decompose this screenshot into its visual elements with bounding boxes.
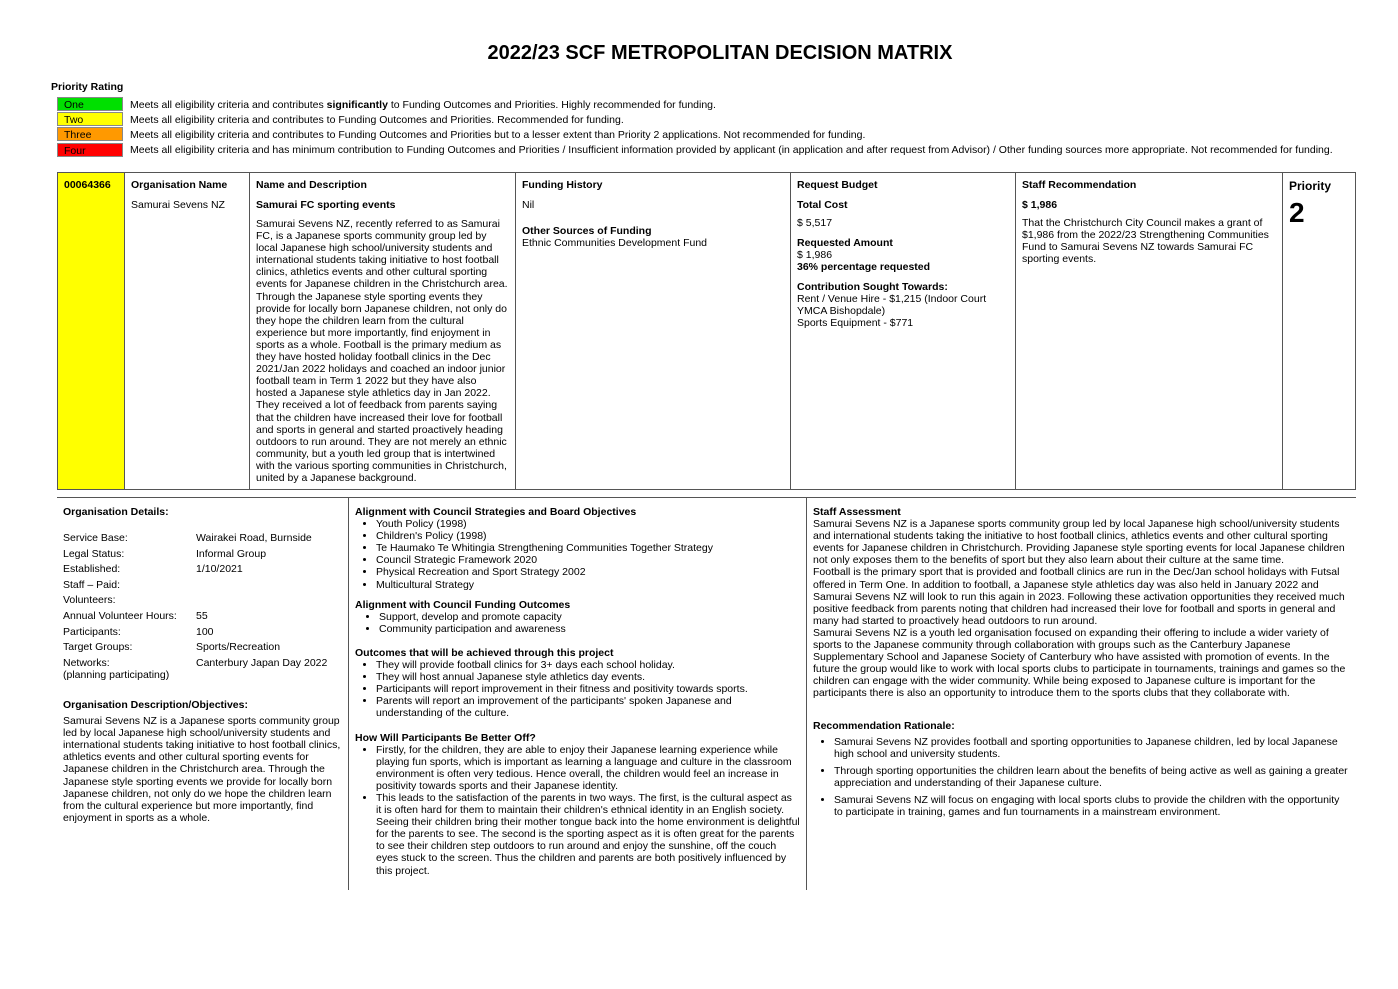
other-sources-header: Other Sources of Funding bbox=[522, 225, 652, 237]
legend-swatch-four: Four bbox=[57, 143, 123, 157]
name-description-header: Name and Description bbox=[256, 179, 367, 191]
total-cost-label: Total Cost bbox=[797, 199, 848, 211]
list-item: • Te Haumako Te Whitingia Strengthening Communities Together Strategy bbox=[376, 542, 800, 554]
detail-row: Staff – Paid: bbox=[63, 578, 121, 591]
detail-row: Annual Volunteer Hours: 55 bbox=[63, 610, 208, 623]
organisation-name: Samurai Sevens NZ bbox=[131, 199, 225, 211]
organisation-details-heading: Organisation Details: bbox=[63, 506, 169, 518]
requested-amount-value: $ 1,986 bbox=[797, 249, 833, 261]
assessment-paragraph: Samurai Sevens NZ is a Japanese sports community group led by local Japanese high school/university students and international students taking the initiative to host football clinics, athletics events and other cultural sporting events for Japanese children in Christchurch. Providing Japanese style sporting events for local Japanese children not only exposes them to the benefits of sport but they also learn about their culture at the same time. bbox=[813, 518, 1345, 567]
list-item: • This leads to the satisfaction of the parents in two ways. The first, is the cultural aspect as it is often hard for them to maintain their children's ethnical identity in an English society. Seeing their children bring their mother tongue back into the home environment is delightful for the parents to see. The second is the sporting aspect as it is often great for the parents to see their children step outdoors to run around and enjoy the sunshine, off the couch eyes stuck to the screen. Thus the children and parents are both positively influenced by this project. bbox=[376, 792, 800, 877]
list-item: • Physical Recreation and Sport Strategy 2002 bbox=[376, 566, 800, 578]
list-item: • Community participation and awareness bbox=[379, 623, 800, 635]
project-description: Samurai Sevens NZ, recently referred to as Samurai FC, is a Japanese sports community group led by local Japanese high school/university students and international students taking initiative to host football clinics, athletics events and other cultural sporting events for Japanese children in the Christchurch area. Through the Japanese style sporting events they provide for locally born Japanese children, not only do they hope the children learn from the cultural experience but more importantly, find enjoyment in sports as a whole. Football is the primary medium as they have hosted holiday football clinics in the Dec 2021/Jan 2022 holidays and coached an indoor junior football team in Term 1 2022 but they have also hosted a Japanese style athletics day in Jan 2022. They received a lot of feedback from parents saying that the children have increased their love for football and sports in general and started proactively heading outdoors to run around. They are not merely an ethnic community, but a youth led group that is intertwined with the various sporting communities in Christchurch, united by a Japanese background. bbox=[256, 218, 508, 484]
organisation-description-heading: Organisation Description/Objectives: bbox=[63, 698, 248, 711]
assessment-paragraph: Football is the primary sport that is provided and football clinics are run in the Dec/Jan school holidays with Futsal offered in Term One. In addition to football, a Japanese style athletics day was also held in January 2022 and Samurai Sevens NZ will look to run this again in 2023. Following these activation opportunities they received much positive feedback from parents noting that children had increased their love for football and sports in general and many had started to proactively head outdoors to run around. bbox=[813, 566, 1345, 627]
funding-history-cell bbox=[516, 173, 791, 489]
legend-text-one: Meets all eligibility criteria and contributes significantly to Funding Outcomes and Priorities. Highly recommended for funding. bbox=[130, 98, 716, 111]
assessment-paragraph: Samurai Sevens NZ is a youth led organisation focused on expanding their offering to include a wider variety of sports to the Japanese community through collaboration with groups such as the Canterbury Japanese Supplementary School and Japanese Society of Canterbury who have assisted with promotion of events. In the future the group would like to work with local sports clubs to participate in tournaments, trainings and games so the children can engage with the wider community. While being exposed to Japanese culture is important for the participants there is also an opportunity to introduce them to the sports clubs that they collaborate with. bbox=[813, 626, 1346, 700]
lower-section bbox=[57, 497, 1356, 890]
achieved-outcomes-heading: Outcomes that will be achieved through this project bbox=[355, 646, 614, 659]
list-item: • Samurai Sevens NZ provides football and sporting opportunities to Japanese children, led by local Japanese high school and university students. bbox=[834, 736, 1350, 760]
strategies-list bbox=[355, 518, 800, 591]
legend-swatch-three: Three bbox=[57, 127, 123, 141]
detail-row: Service Base: Wairakei Road, Burnside bbox=[63, 532, 312, 545]
staff-assessment-column bbox=[807, 498, 1356, 890]
request-budget-header: Request Budget bbox=[797, 179, 878, 191]
application-id-cell bbox=[58, 173, 125, 489]
funding-outcomes-list bbox=[355, 611, 800, 635]
name-description-cell bbox=[250, 173, 516, 489]
legend-text-three: Meets all eligibility criteria and contributes to Funding Outcomes and Priorities but to a lesser extent than Priority 2 applications. Not recommended for funding. bbox=[130, 128, 866, 141]
recommendation-rationale-list bbox=[813, 736, 1350, 819]
list-item: • Firstly, for the children, they are able to enjoy their Japanese learning experience while playing fun sports, which is important as learning a language and culture in the classroom environment is often very tedious. Hence overall, the children would feel an increase in positivity towards sports and their Japanese identity. bbox=[376, 744, 800, 792]
list-item: • Children's Policy (1998) bbox=[376, 530, 800, 542]
organisation-name-cell bbox=[125, 173, 250, 489]
legend-swatch-two: Two bbox=[57, 112, 123, 126]
priority-legend bbox=[57, 97, 1333, 158]
funding-history-header: Funding History bbox=[522, 179, 603, 191]
priority-rating-heading: Priority Rating bbox=[51, 81, 124, 93]
detail-row: Volunteers: bbox=[63, 594, 116, 607]
staff-recommendation-cell bbox=[1016, 173, 1283, 489]
legend-row-two bbox=[57, 112, 1333, 127]
priority-value: 2 bbox=[1289, 197, 1305, 228]
legend-row-four bbox=[57, 143, 1333, 158]
list-item: • Samurai Sevens NZ will focus on engaging with local sports clubs to provide the children with the opportunity to participate in training, games and fun tournaments in a mainstream environment. bbox=[834, 794, 1350, 818]
application-id: 00064366 bbox=[64, 179, 111, 191]
contribution-item-equipment: Sports Equipment - $771 bbox=[797, 317, 914, 330]
list-item: • Parents will report an improvement of the participants' spoken Japanese and understanding of the culture. bbox=[376, 695, 800, 719]
staff-recommendation-amount: $ 1,986 bbox=[1022, 199, 1058, 211]
organisation-description: Samurai Sevens NZ is a Japanese sports community group led by local Japanese high school/university students and international students taking initiative to host football clinics, athletics events and other cultural sporting events for Japanese children in the Christchurch area. Through the Japanese style sporting events we provide for locally born Japanese children, not only do we hope the children learn from the cultural experience but more importantly, find enjoyment in sports as a whole. bbox=[63, 715, 341, 824]
funding-history-value: Nil bbox=[522, 199, 535, 211]
list-item: • Council Strategic Framework 2020 bbox=[376, 554, 800, 566]
project-name: Samurai FC sporting events bbox=[256, 199, 396, 211]
total-cost-value: $ 5,517 bbox=[797, 217, 833, 229]
list-item: • Through sporting opportunities the children learn about the benefits of being active as well as gaining a greater appreciation and understanding of their Japanese culture. bbox=[834, 765, 1350, 789]
funding-outcomes-heading: Alignment with Council Funding Outcomes bbox=[355, 598, 571, 611]
detail-row: Legal Status: Informal Group bbox=[63, 547, 267, 560]
strategies-heading: Alignment with Council Strategies and Board Objectives bbox=[355, 506, 637, 518]
legend-row-three bbox=[57, 127, 1333, 142]
list-item: • Multicultural Strategy bbox=[376, 579, 800, 591]
staff-assessment-heading: Staff Assessment bbox=[813, 506, 901, 518]
staff-recommendation-text: That the Christchurch City Council makes a grant of $1,986 from the 2022/23 Strengthening Communities Fund to Samurai Sevens NZ towards Samurai FC sporting events. bbox=[1022, 217, 1269, 266]
detail-row: Target Groups: Sports/Recreation bbox=[63, 641, 281, 654]
list-item: • Participants will report improvement in their fitness and positivity towards sports. bbox=[376, 683, 800, 695]
achieved-outcomes-list bbox=[355, 659, 800, 719]
list-item: • They will host annual Japanese style athletics day events. bbox=[376, 671, 800, 683]
organisation-name-header: Organisation Name bbox=[131, 179, 228, 191]
legend-swatch-one: One bbox=[57, 97, 123, 111]
legend-text-two: Meets all eligibility criteria and contributes to Funding Outcomes and Priorities. Recommended for funding. bbox=[130, 113, 624, 126]
alignment-column bbox=[349, 498, 807, 890]
detail-row: Participants: 100 bbox=[63, 625, 214, 638]
other-sources-value: Ethnic Communities Development Fund bbox=[522, 237, 708, 249]
detail-row: Networks: Canterbury Japan Day 2022 bbox=[63, 656, 328, 669]
staff-recommendation-header: Staff Recommendation bbox=[1022, 179, 1137, 191]
legend-row-one bbox=[57, 97, 1333, 112]
networks-note: (planning participating) bbox=[63, 668, 170, 681]
contribution-item-venue: Rent / Venue Hire - $1,215 (Indoor Court YMCA Bishopdale) bbox=[797, 293, 987, 318]
document-title: 2022/23 SCF METROPOLITAN DECISION MATRIX bbox=[487, 42, 953, 64]
percentage-requested: 36% percentage requested bbox=[797, 261, 931, 273]
organisation-details-column bbox=[57, 498, 349, 890]
request-budget-cell bbox=[791, 173, 1016, 489]
detail-row: Established: 1/10/2021 bbox=[63, 563, 243, 576]
participants-better-off-heading: How Will Participants Be Better Off? bbox=[355, 731, 536, 744]
legend-text-four: Meets all eligibility criteria and has minimum contribution to Funding Outcomes and Priorities / Insufficient information provided by applicant (in application and after request from Advisor) / Other funding sources more appropriate. Not recommended for funding. bbox=[130, 144, 1333, 157]
requested-amount-label: Requested Amount bbox=[797, 237, 893, 249]
participants-better-off-list bbox=[355, 744, 800, 877]
list-item: • Support, develop and promote capacity bbox=[379, 611, 800, 623]
decision-matrix-table bbox=[57, 172, 1356, 490]
recommendation-rationale-heading: Recommendation Rationale: bbox=[813, 719, 955, 732]
contribution-label: Contribution Sought Towards: bbox=[797, 281, 948, 293]
list-item: • Youth Policy (1998) bbox=[376, 518, 800, 530]
priority-header: Priority bbox=[1289, 179, 1332, 193]
priority-cell bbox=[1283, 173, 1355, 489]
list-item: • They will provide football clinics for 3+ days each school holiday. bbox=[376, 659, 800, 671]
